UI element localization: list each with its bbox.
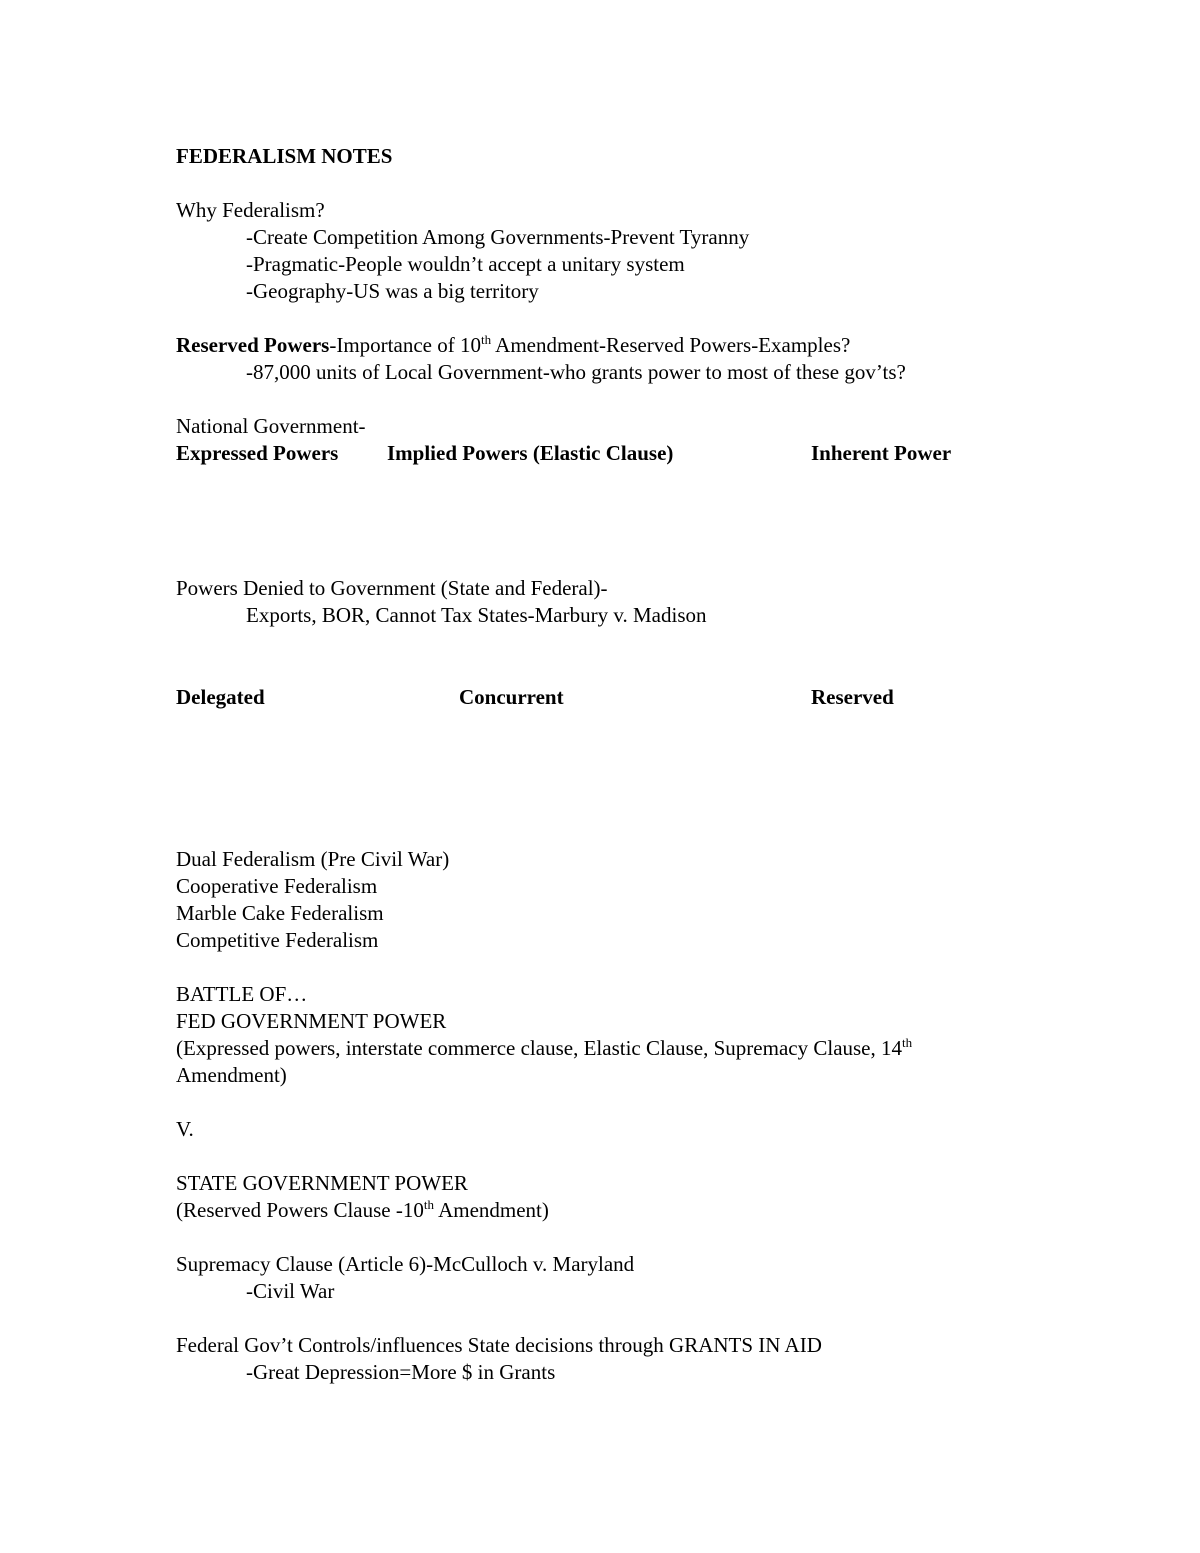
fed-power-heading: FED GOVERNMENT POWER <box>176 1009 447 1033</box>
federalism-type: Competitive Federalism <box>176 928 379 952</box>
reserved-powers-line <box>176 332 850 359</box>
superscript: th <box>480 332 492 347</box>
federalism-type: Cooperative Federalism <box>176 874 378 898</box>
column-heading-delegated: Delegated <box>176 685 265 709</box>
national-government-heading: National Government- <box>176 414 366 438</box>
state-power-line <box>176 1197 549 1224</box>
fed-power-list <box>176 1035 912 1062</box>
why-item: -Pragmatic-People wouldn’t accept a unitary system <box>246 252 685 276</box>
civil-war-line: -Civil War <box>246 1279 335 1303</box>
local-government-line: -87,000 units of Local Government-who grants power to most of these gov’ts? <box>246 360 906 384</box>
state-power-heading: STATE GOVERNMENT POWER <box>176 1171 468 1195</box>
grants-line: Federal Gov’t Controls/influences State decisions through GRANTS IN AID <box>176 1333 822 1357</box>
column-heading-reserved: Reserved <box>811 685 894 709</box>
column-heading-expressed: Expressed Powers <box>176 441 339 465</box>
state-power-text-end: Amendment) <box>433 1198 549 1222</box>
state-power-text: (Reserved Powers Clause -10 <box>176 1198 424 1222</box>
document-title: FEDERALISM NOTES <box>176 144 393 168</box>
why-item: -Create Competition Among Governments-Prevent Tyranny <box>246 225 750 249</box>
federalism-type: Dual Federalism (Pre Civil War) <box>176 847 450 871</box>
column-heading-inherent: Inherent Power <box>811 441 952 465</box>
great-depression-line: -Great Depression=More $ in Grants <box>246 1360 556 1384</box>
battle-heading: BATTLE OF… <box>176 982 308 1006</box>
column-heading-implied: Implied Powers (Elastic Clause) <box>387 441 674 465</box>
reserved-powers-label: Reserved Powers <box>176 333 330 357</box>
why-federalism-heading: Why Federalism? <box>176 198 325 222</box>
superscript: th <box>902 1035 913 1050</box>
superscript: th <box>423 1197 434 1212</box>
supremacy-clause-line: Supremacy Clause (Article 6)-McCulloch v. Maryland <box>176 1252 635 1276</box>
reserved-powers-text: -Importance of 10 <box>329 333 481 357</box>
why-item: -Geography-US was a big territory <box>246 279 539 303</box>
fed-power-text: (Expressed powers, interstate commerce clause, Elastic Clause, Supremacy Clause, 14 <box>176 1036 903 1060</box>
versus-label: V. <box>176 1117 194 1141</box>
powers-denied-detail: Exports, BOR, Cannot Tax States-Marbury v. Madison <box>246 603 707 627</box>
federalism-type: Marble Cake Federalism <box>176 901 384 925</box>
column-heading-concurrent: Concurrent <box>459 685 564 709</box>
reserved-powers-text-end: Amendment-Reserved Powers-Examples? <box>491 333 851 357</box>
powers-denied-heading: Powers Denied to Government (State and Federal)- <box>176 576 608 600</box>
fed-power-list-end: Amendment) <box>176 1063 287 1087</box>
